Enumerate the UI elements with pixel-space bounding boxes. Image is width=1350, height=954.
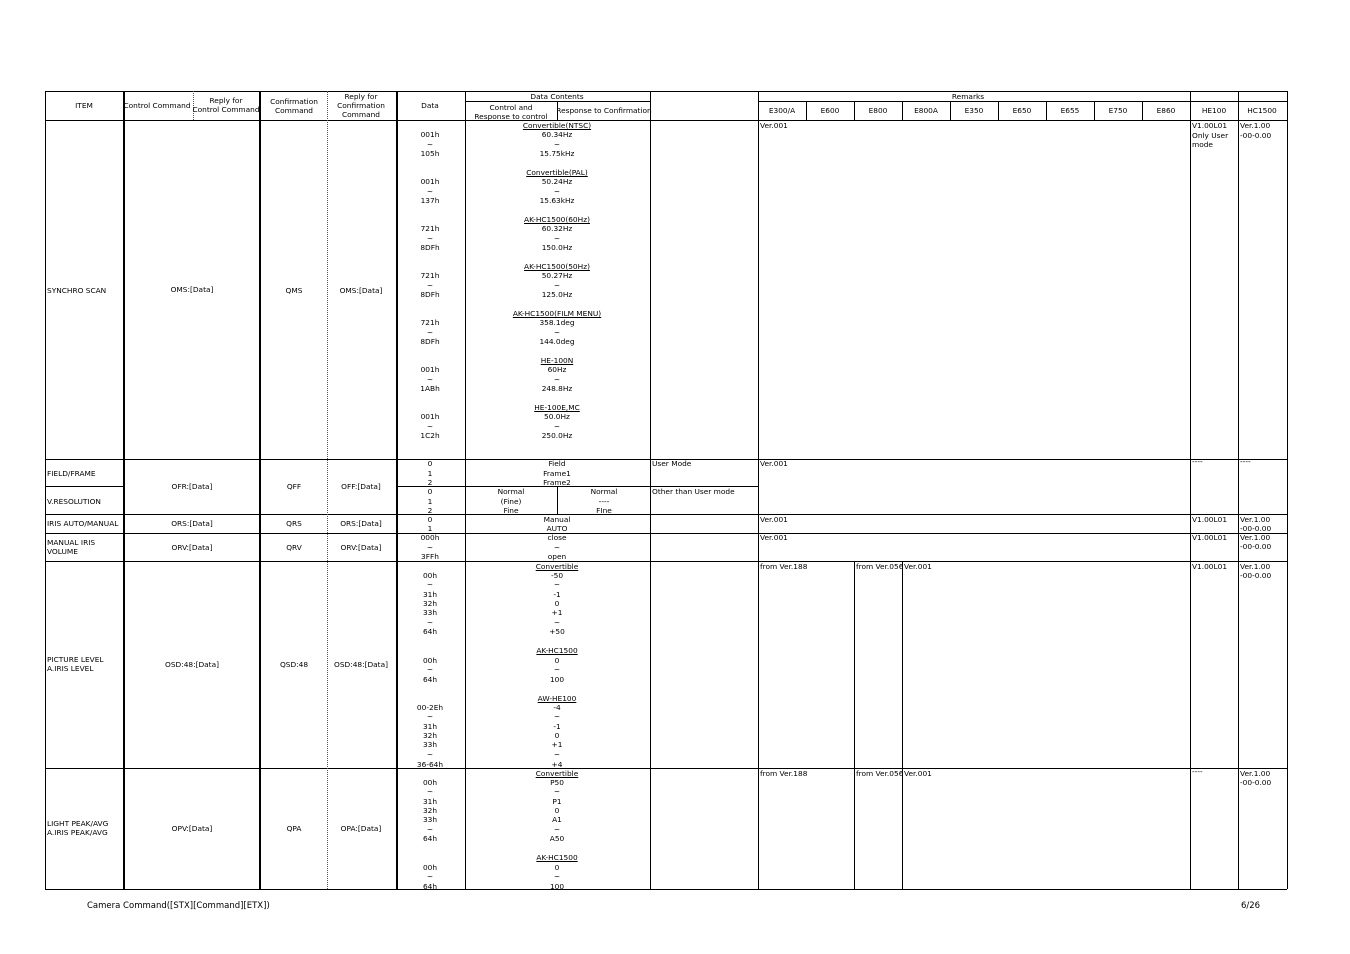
- light-confirmation-command: QPA: [286, 824, 302, 833]
- synchro-contents-value: 125.0Hz: [541, 290, 573, 299]
- synchro-contents-heading: Convertible(NTSC): [522, 120, 592, 130]
- picture-contents-value: AK-HC1500: [536, 646, 578, 655]
- iris-contents-value: Manual: [543, 515, 571, 524]
- h-rule: [45, 120, 1287, 121]
- header-remarks: Remarks: [951, 92, 985, 101]
- synchro-data-value: 137h: [420, 196, 440, 205]
- picture-data-value: 33h: [422, 608, 438, 617]
- field-data-value: 1: [427, 469, 433, 478]
- header-response-to-confirmation: Response to Confirmation: [556, 106, 652, 115]
- picture-data-value: 32h: [422, 599, 438, 608]
- header-reply-confirmation: Reply for: [344, 92, 378, 101]
- manual-contents-value: close: [547, 533, 567, 542]
- item-picture-level: PICTURE LEVEL: [47, 655, 104, 664]
- header-model-5: E650: [1012, 106, 1032, 115]
- light-data-value: 31h: [422, 797, 438, 806]
- light-data-value: 64h: [422, 882, 438, 891]
- light-contents-value: ~: [553, 872, 561, 881]
- picture-remark-he100: V1.00L01: [1192, 562, 1228, 571]
- h-rule: [45, 486, 123, 487]
- picture-data-value: 31h: [422, 590, 438, 599]
- picture-contents-value: +1: [551, 608, 563, 617]
- picture-data-value: 64h: [422, 675, 438, 684]
- v-rule: [1046, 101, 1047, 120]
- manual-contents-value: ~: [553, 543, 561, 552]
- light-remark-e800a: Ver.001: [904, 769, 932, 778]
- iris-data-value: 1: [427, 524, 433, 533]
- picture-contents-value: +1: [551, 740, 563, 749]
- header-model-9: HE100: [1201, 106, 1227, 115]
- item-synchro-scan: SYNCHRO SCAN: [47, 286, 107, 295]
- light-remark-hc1500: Ver.1.00: [1240, 769, 1271, 778]
- field-remark-he100: ----: [1192, 457, 1203, 466]
- h-rule: [758, 101, 1287, 102]
- light-remark-e800: from Ver.056: [856, 769, 904, 778]
- v-rule: [854, 101, 855, 120]
- h-rule: [45, 91, 1287, 92]
- vres-contents-control: Fine: [503, 506, 519, 515]
- synchro-contents-value: 60.34Hz: [541, 130, 573, 139]
- synchro-contents-heading: HE-100N: [540, 355, 574, 365]
- h-rule: [45, 514, 1287, 515]
- header-model-0: E300/A: [768, 106, 796, 115]
- iris-control-command: ORS:[Data]: [171, 519, 213, 528]
- field-data-value: 2: [427, 506, 433, 515]
- picture-data-value: 00h: [422, 656, 438, 665]
- light-data-value: ~: [426, 787, 434, 796]
- picture-contents-value: -1: [553, 722, 561, 731]
- light-data-value: 00h: [422, 863, 438, 872]
- light-contents-value: AK-HC1500: [536, 853, 578, 862]
- synchro-contents-value: 60Hz: [547, 365, 567, 374]
- synchro-contents-value: ~: [553, 327, 561, 337]
- picture-data-value: 31h: [422, 722, 438, 731]
- iris-confirmation-command: QRS: [286, 519, 302, 528]
- field-data-value: 0: [427, 459, 433, 468]
- synchro-data-value: 721h: [420, 318, 440, 327]
- item-iris-auto-manual: IRIS AUTO/MANUAL: [47, 519, 119, 528]
- light-contents-value: 0: [554, 863, 560, 872]
- header-control-and-response: Control and: [489, 103, 533, 112]
- field-note-user-mode: User Mode: [652, 459, 692, 468]
- synchro-remark-he100: V1.00L01: [1192, 121, 1228, 130]
- footer-title: Camera Command([STX][Command][ETX]): [87, 901, 270, 911]
- picture-data-value: 32h: [422, 731, 438, 740]
- h-rule: [45, 768, 1287, 769]
- field-control-command: OFR:[Data]: [171, 482, 213, 491]
- field-contents-value: Frame1: [543, 469, 571, 478]
- picture-contents-value: 0: [554, 656, 560, 665]
- picture-contents-value: 0: [554, 731, 560, 740]
- synchro-contents-value: 60.32Hz: [541, 224, 573, 233]
- header-model-8: E860: [1156, 106, 1176, 115]
- picture-data-value: ~: [426, 580, 434, 589]
- synchro-data-value: 8DFh: [420, 243, 440, 252]
- field-contents-value: Field: [548, 459, 566, 468]
- synchro-contents-value: 50.0Hz: [544, 412, 570, 421]
- header-reply-confirmation: Command: [342, 110, 380, 119]
- header-data-contents: Data Contents: [530, 92, 584, 101]
- synchro-contents-value: 15.63kHz: [539, 196, 575, 205]
- synchro-data-value: 721h: [420, 271, 440, 280]
- v-rule: [259, 91, 261, 889]
- manual-confirmation-command: QRV: [286, 543, 302, 552]
- synchro-contents-value: ~: [553, 186, 561, 196]
- synchro-contents-value: 50.27Hz: [541, 271, 573, 280]
- synchro-contents-value: 15.75kHz: [539, 149, 575, 158]
- synchro-contents-heading: AK-HC1500(50Hz): [524, 261, 590, 271]
- synchro-contents-value: ~: [553, 280, 561, 290]
- picture-data-value: 64h: [422, 627, 438, 636]
- header-model-2: E800: [868, 106, 888, 115]
- light-data-value: 32h: [422, 806, 438, 815]
- field-note-other-mode: Other than User mode: [652, 487, 735, 496]
- synchro-data-value: 721h: [420, 224, 440, 233]
- light-control-command: OPV:[Data]: [171, 824, 213, 833]
- picture-remark-e800a: Ver.001: [904, 562, 932, 571]
- header-data: Data: [421, 101, 439, 110]
- field-data-value: 2: [427, 478, 433, 487]
- header-model-4: E350: [964, 106, 984, 115]
- item-manual-iris-volume: VOLUME: [47, 547, 78, 556]
- synchro-contents-heading: HE-100E,MC: [534, 402, 580, 412]
- field-remark-e300: Ver.001: [760, 459, 788, 468]
- v-rule: [465, 91, 466, 889]
- manual-control-command: ORV:[Data]: [171, 543, 213, 552]
- synchro-data-value: ~: [426, 280, 434, 290]
- synchro-data-value: 1C2h: [420, 431, 440, 440]
- header-reply-confirmation: Confirmation: [337, 101, 385, 110]
- manual-remark-hc1500: -00-0.00: [1240, 542, 1272, 551]
- v-rule: [396, 91, 398, 889]
- picture-remark-hc1500: -00-0.00: [1240, 571, 1272, 580]
- picture-contents-value: -50: [550, 571, 564, 580]
- light-contents-value: ~: [553, 787, 561, 796]
- picture-data-value: ~: [426, 665, 434, 674]
- header-item: ITEM: [75, 101, 93, 110]
- synchro-reply-confirmation: OMS:[Data]: [339, 286, 383, 295]
- v-rule: [902, 101, 903, 120]
- v-rule: [758, 91, 759, 889]
- v-rule: [1142, 101, 1143, 120]
- synchro-remark-he100: Only User: [1192, 131, 1229, 140]
- synchro-control-command: OMS:[Data]: [170, 285, 214, 294]
- manual-data-value: 3FFh: [421, 552, 439, 561]
- synchro-data-value: ~: [426, 233, 434, 243]
- synchro-contents-value: 358.1deg: [539, 318, 575, 327]
- manual-remark-e300: Ver.001: [760, 533, 788, 542]
- v-rule: [854, 561, 855, 889]
- v-rule: [806, 101, 807, 120]
- item-field-frame: FIELD/FRAME: [47, 469, 96, 478]
- synchro-confirmation-command: QMS: [285, 286, 303, 295]
- light-reply-confirmation: OPA:[Data]: [340, 824, 382, 833]
- picture-reply-confirmation: OSD:48:[Data]: [334, 660, 388, 669]
- picture-contents-value: AW-HE100: [537, 694, 577, 703]
- header-model-3: E800A: [914, 106, 938, 115]
- picture-contents-value: ~: [553, 750, 561, 759]
- field-data-value: 1: [427, 497, 433, 506]
- picture-contents-value: -4: [553, 703, 561, 712]
- synchro-data-value: 001h: [420, 412, 440, 421]
- vres-contents-control: (Fine): [500, 497, 522, 506]
- header-model-1: E600: [820, 106, 840, 115]
- v-rule: [1238, 91, 1239, 889]
- page-number: 6/26: [1241, 901, 1261, 911]
- h-rule: [45, 889, 1287, 890]
- light-contents-value: 100: [549, 882, 565, 891]
- synchro-data-value: ~: [426, 374, 434, 384]
- picture-data-value: ~: [426, 712, 434, 721]
- light-contents-value: P50: [550, 778, 564, 787]
- synchro-remark-he100: mode: [1192, 140, 1213, 149]
- manual-contents-value: open: [547, 552, 567, 561]
- header-confirmation-command: Confirmation: [270, 97, 318, 106]
- picture-data-value: ~: [426, 618, 434, 627]
- picture-contents-value: +4: [551, 760, 563, 769]
- v-rule: [45, 91, 46, 889]
- manual-data-value: ~: [426, 543, 434, 552]
- item-v-resolution: V.RESOLUTION: [47, 497, 101, 506]
- synchro-data-value: ~: [426, 139, 434, 149]
- synchro-data-value: 001h: [420, 130, 440, 139]
- synchro-contents-heading: AK-HC1500(60Hz): [524, 214, 590, 224]
- v-rule: [557, 486, 558, 514]
- synchro-remark-hc1500: -00-0.00: [1240, 131, 1272, 140]
- field-reply-confirmation: OFF:[Data]: [341, 482, 381, 491]
- synchro-contents-value: ~: [553, 233, 561, 243]
- v-rule: [1287, 91, 1288, 889]
- vres-contents-response: ----: [598, 497, 610, 506]
- light-data-value: 64h: [422, 834, 438, 843]
- synchro-remark-hc1500: Ver.1.00: [1240, 121, 1271, 130]
- header-control-command: Control Command: [123, 101, 191, 110]
- synchro-data-value: 8DFh: [420, 290, 440, 299]
- header-reply-control: Reply for: [209, 96, 243, 105]
- h-rule: [45, 561, 1287, 562]
- light-remark-e300: from Ver.188: [760, 769, 808, 778]
- v-rule: [123, 91, 125, 889]
- header-model-7: E750: [1108, 106, 1128, 115]
- v-rule: [1190, 91, 1191, 889]
- v-rule: [950, 101, 951, 120]
- picture-contents-value: 0: [554, 599, 560, 608]
- synchro-data-value: ~: [426, 421, 434, 431]
- picture-contents-value: -1: [553, 590, 561, 599]
- header-model-10: HC1500: [1247, 106, 1277, 115]
- picture-remark-e300: from Ver.188: [760, 562, 808, 571]
- light-contents-value: A50: [549, 834, 565, 843]
- synchro-data-value: ~: [426, 327, 434, 337]
- header-reply-control: Control Command: [192, 105, 260, 114]
- field-data-value: 0: [427, 487, 433, 496]
- v-rule: [998, 101, 999, 120]
- light-contents-value: ~: [553, 825, 561, 834]
- light-data-value: 00h: [422, 778, 438, 787]
- manual-data-value: 000h: [420, 533, 440, 542]
- picture-confirmation-command: QSD:48: [279, 660, 309, 669]
- picture-contents-value: +50: [549, 627, 565, 636]
- item-light-peak-avg: A.IRIS PEAK/AVG: [47, 828, 108, 837]
- light-contents-value: Convertible: [535, 769, 579, 778]
- picture-data-value: ~: [426, 750, 434, 759]
- v-rule: [902, 561, 903, 889]
- synchro-contents-value: ~: [553, 374, 561, 384]
- synchro-contents-heading: Convertible(PAL): [526, 167, 588, 177]
- synchro-remark-e300: Ver.001: [760, 121, 788, 130]
- synchro-contents-value: 250.0Hz: [541, 431, 573, 440]
- light-contents-value: A1: [552, 815, 562, 824]
- light-contents-value: 0: [554, 806, 560, 815]
- vres-contents-response: Normal: [590, 487, 618, 496]
- light-remark-he100: ----: [1192, 767, 1203, 776]
- synchro-data-value: 001h: [420, 177, 440, 186]
- picture-contents-value: ~: [553, 580, 561, 589]
- light-data-value: ~: [426, 872, 434, 881]
- iris-remark-hc1500: -00-0.00: [1240, 524, 1272, 533]
- item-light-peak-avg: LIGHT PEAK/AVG: [47, 819, 109, 828]
- picture-contents-value: 100: [549, 675, 565, 684]
- synchro-data-value: 1ABh: [420, 384, 440, 393]
- iris-contents-value: AUTO: [546, 524, 568, 533]
- dotted-rule: [327, 91, 328, 889]
- header-control-and-response: Response to control: [474, 112, 548, 121]
- field-remark-hc1500: ----: [1240, 457, 1251, 466]
- field-confirmation-command: QFF: [286, 482, 302, 491]
- synchro-data-value: 105h: [420, 149, 440, 158]
- synchro-contents-value: ~: [553, 421, 561, 431]
- h-rule: [45, 533, 1287, 534]
- v-rule: [1094, 101, 1095, 120]
- picture-contents-value: ~: [553, 712, 561, 721]
- header-confirmation-command: Command: [275, 106, 313, 115]
- synchro-contents-value: ~: [553, 139, 561, 149]
- v-rule: [650, 91, 651, 889]
- iris-data-value: 0: [427, 515, 433, 524]
- iris-remark-hc1500: Ver.1.00: [1240, 515, 1271, 524]
- picture-contents-value: ~: [553, 665, 561, 674]
- picture-contents-value: ~: [553, 618, 561, 627]
- picture-remark-e800: from Ver.056: [856, 562, 904, 571]
- picture-contents-value: Convertible: [535, 562, 579, 571]
- picture-remark-hc1500: Ver.1.00: [1240, 562, 1271, 571]
- light-remark-hc1500: -00-0.00: [1240, 778, 1272, 787]
- synchro-data-value: ~: [426, 186, 434, 196]
- vres-contents-control: Normal: [497, 487, 525, 496]
- field-contents-value: Frame2: [543, 478, 571, 487]
- light-data-value: 33h: [422, 815, 438, 824]
- manual-remark-hc1500: Ver.1.00: [1240, 533, 1271, 542]
- header-model-6: E655: [1060, 106, 1080, 115]
- picture-data-value: 33h: [422, 740, 438, 749]
- light-contents-value: P1: [552, 797, 562, 806]
- item-picture-level: A.IRIS LEVEL: [47, 664, 94, 673]
- iris-remark-he100: V1.00L01: [1192, 515, 1228, 524]
- synchro-contents-heading: AK-HC1500(FILM MENU): [512, 308, 602, 318]
- light-data-value: ~: [426, 825, 434, 834]
- synchro-contents-value: 248.8Hz: [541, 384, 573, 393]
- manual-reply-confirmation: ORV:[Data]: [340, 543, 382, 552]
- synchro-data-value: 8DFh: [420, 337, 440, 346]
- synchro-contents-value: 144.0deg: [539, 337, 575, 346]
- picture-data-value: 00h: [422, 571, 438, 580]
- item-manual-iris-volume: MANUAL IRIS: [47, 538, 96, 547]
- synchro-contents-value: 50.24Hz: [541, 177, 573, 186]
- synchro-contents-value: 150.0Hz: [541, 243, 573, 252]
- picture-control-command: OSD:48:[Data]: [165, 660, 219, 669]
- manual-remark-he100: V1.00L01: [1192, 533, 1228, 542]
- picture-data-value: 00-2Eh: [416, 703, 444, 712]
- iris-remark-e300: Ver.001: [760, 515, 788, 524]
- vres-contents-response: FIne: [596, 506, 612, 515]
- picture-data-value: 36-64h: [416, 760, 444, 769]
- iris-reply-confirmation: ORS:[Data]: [340, 519, 382, 528]
- synchro-data-value: 001h: [420, 365, 440, 374]
